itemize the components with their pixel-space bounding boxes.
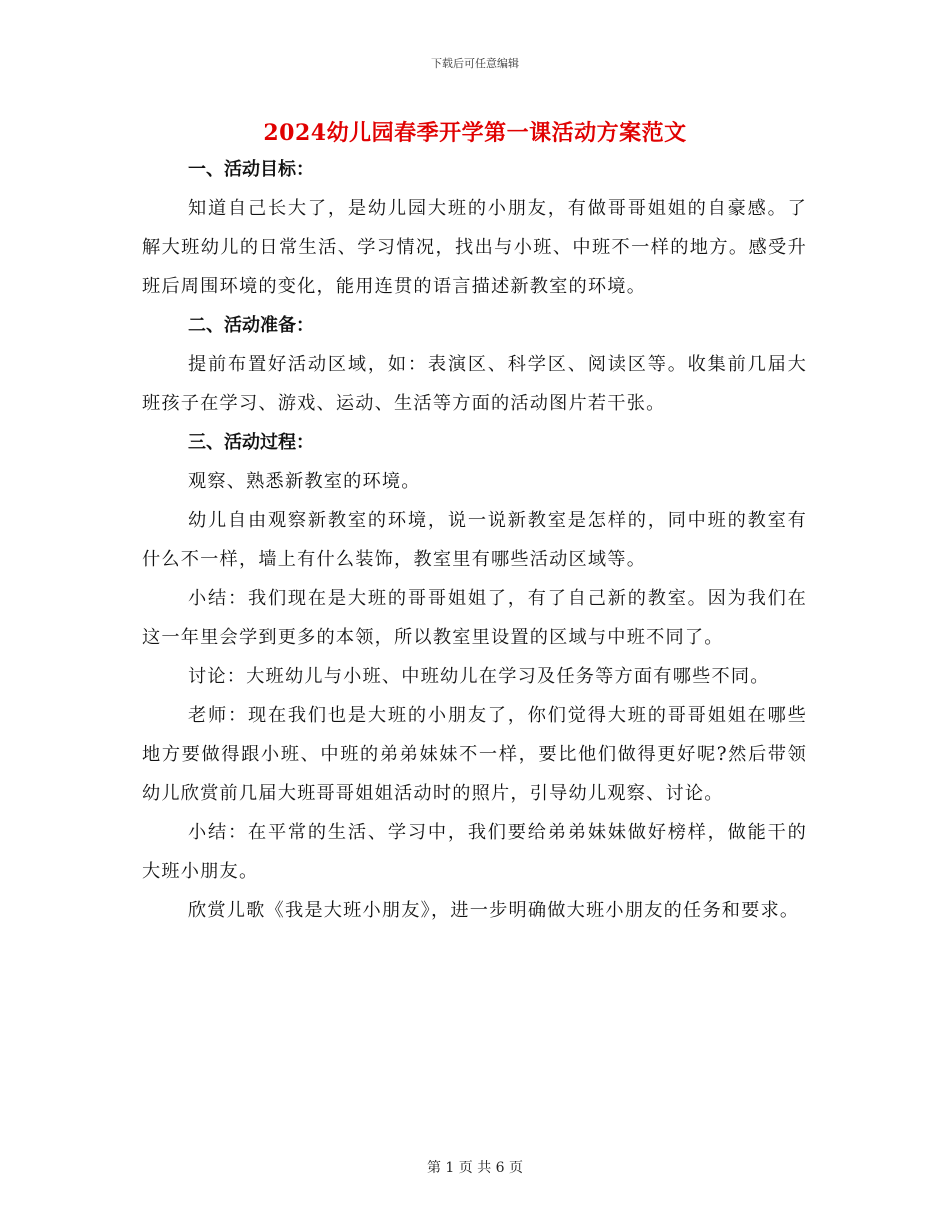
paragraph-teacher: 老师：现在我们也是大班的小朋友了，你们觉得大班的哥哥姐姐在哪些地方要做得跟小班、中班的弟弟妹妹不一样，要比他们做得更好呢?然后带领幼儿欣赏前几届大班哥哥姐姐活动时的照片，引导幼儿观察、讨论。 bbox=[142, 705, 807, 804]
document-body bbox=[142, 150, 807, 930]
section-heading-process: 三、活动过程： bbox=[188, 432, 314, 453]
paragraph-summary-2: 小结：在平常的生活、学习中，我们要给弟弟妹妹做好榜样，做能干的大班小朋友。 bbox=[142, 822, 807, 882]
paragraph-discussion: 讨论：大班幼儿与小班、中班幼儿在学习及任务等方面有哪些不同。 bbox=[188, 666, 770, 687]
paragraph-process-observe: 观察、熟悉新教室的环境。 bbox=[188, 471, 421, 492]
paragraph-summary-1: 小结：我们现在是大班的哥哥姐姐了，有了自己新的教室。因为我们在这一年里会学到更多的本领，所以教室里设置的区域与中班不同了。 bbox=[142, 588, 807, 648]
header-note: 下载后可任意编辑 bbox=[431, 57, 519, 70]
paragraph-goals: 知道自己长大了，是幼儿园大班的小朋友，有做哥哥姐姐的自豪感。了解大班幼儿的日常生活、学习情况，找出与小班、中班不一样的地方。感受升班后周围环境的变化，能用连贯的语言描述新教室的环境。 bbox=[142, 198, 807, 297]
paragraph-process-explore: 幼儿自由观察新教室的环境，说一说新教室是怎样的，同中班的教室有什么不一样，墙上有什么装饰，教室里有哪些活动区域等。 bbox=[142, 510, 807, 570]
section-heading-goals: 一、活动目标： bbox=[188, 159, 314, 180]
paragraph-song: 欣赏儿歌《我是大班小朋友》，进一步明确做大班小朋友的任务和要求。 bbox=[188, 900, 800, 921]
page-number: 第 1 页 共 6 页 bbox=[426, 1160, 524, 1176]
section-heading-preparation: 二、活动准备： bbox=[188, 315, 314, 336]
document-title: 2024幼儿园春季开学第一课活动方案范文 bbox=[263, 120, 687, 146]
paragraph-preparation: 提前布置好活动区域，如：表演区、科学区、阅读区等。收集前几届大班孩子在学习、游戏、运动、生活等方面的活动图片若干张。 bbox=[142, 354, 807, 414]
